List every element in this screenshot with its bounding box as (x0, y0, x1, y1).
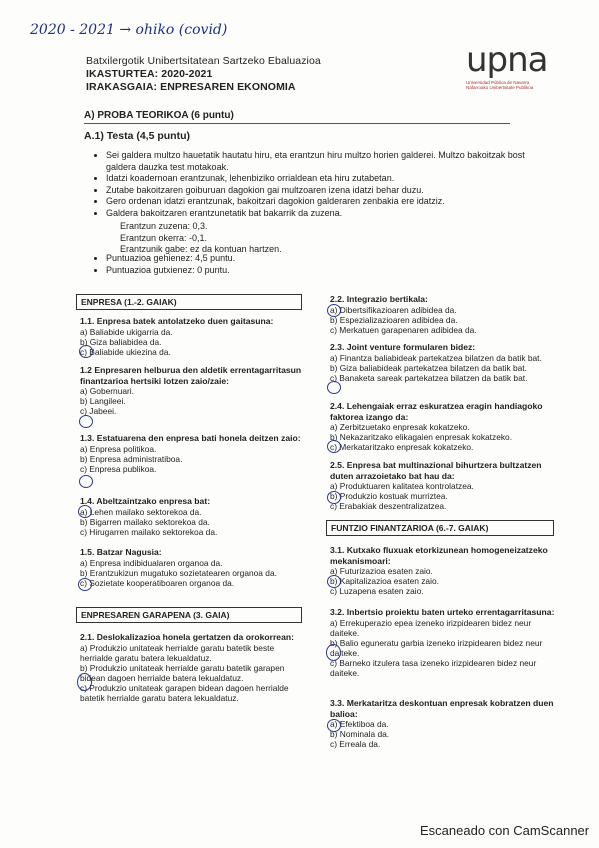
scoring-item: Erantzun zuzena: 0,3. (120, 221, 208, 231)
option-b: b) Enpresa administratiboa. (80, 453, 183, 464)
header-line-3: IRAKASGAIA: ENPRESAREN EKONOMIA (86, 81, 296, 93)
question-1-5 (80, 547, 306, 588)
option-b: b) Erantzukizun mugatuko sozietatearen organoa da. (80, 567, 277, 578)
option-c: c) Barneko itzulera tasa izeneko irizpidearen bidez neur daiteke. (330, 657, 537, 678)
header-line-2: IKASTURTEA: 2020-2021 (86, 68, 213, 80)
exam-header (86, 55, 321, 94)
logo-sub-2: Nafarroako Unibertsitate Publikoa (466, 85, 534, 90)
option-a: a) Errekuperazio epea izeneko irizpidearen bidez neur daiteke. (330, 617, 532, 638)
option-a: a) Baliabide ukigarria da. (80, 326, 173, 337)
answer-circle (77, 673, 92, 691)
section-box-enpresa: ENPRESA (1.-2. GAIAK) (76, 294, 302, 310)
question-2-4 (330, 401, 560, 452)
question-title: 3.3. Merkataritza deskontuan enpresak kobratzen duen balioa: (330, 698, 554, 719)
option-b: b) Produkzio unitateak herrialde garatu batetik garapen bidean dagoen herrialde batera lekualdatuz. (80, 662, 285, 683)
answer-circle (79, 475, 93, 488)
question-title: 1.5. Batzar Nagusia: (80, 547, 162, 557)
question-title: 3.2. Inbertsio proiektu baten urteko errentagarritasuna: (330, 607, 555, 617)
option-c: c) Erabakiak deszentralizatzea. (330, 501, 447, 511)
option-c: c) Baliabide ukiezina da. (80, 346, 171, 357)
option-a: a) Enpresa politikoa. (80, 443, 157, 454)
option-b: b) Espezializazioaren adibidea da. (330, 314, 458, 325)
answer-circle (79, 345, 93, 358)
instruction-item: • Sei galdera multzo hauetatik hautatu hiru, eta erantzun hiru multzo horien galderei. Multzo bakoitzak bost galdera dauzka test motakoak. (106, 150, 536, 173)
option-a: a) Dibertsifikazioaren adibidea da. (330, 304, 457, 315)
option-a: a) Efektiboa da. (330, 719, 389, 729)
instructions-list (88, 150, 536, 219)
question-title: 1.3. Estatuarena den enpresa bati honela deitzen zaio: (80, 433, 301, 443)
logo-sub-1: Universidad Pública de Navarra (466, 80, 530, 85)
option-c: c) Sozietate kooperatiboaren organoa da. (80, 577, 235, 588)
answer-circle (79, 415, 93, 428)
question-2-3 (330, 342, 560, 383)
option-c: c) Luzapena esaten zaio. (330, 586, 424, 596)
question-1-2 (80, 365, 306, 416)
scoring-item: Erantzunik gabe: ez da kontuan hartzen. (120, 244, 282, 254)
question-2-1 (80, 632, 306, 703)
option-b: b) Produkzio kostuak murriztea. (330, 491, 448, 501)
option-b: b) Nekazaritzako elikagaien enpresak kokatzeko. (330, 432, 513, 442)
question-title: 1.4. Abeltzaintzako enpresa bat: (80, 496, 211, 506)
option-b: b) Langileei. (80, 396, 126, 406)
option-c: c) Merkataritzako enpresak kokatzeko. (330, 442, 474, 452)
header-line-1: Batxilergotik Unibertsitatean Sartzeko Ebaluazioa (86, 55, 321, 67)
answer-circle (327, 491, 341, 504)
scoring-list (120, 221, 282, 256)
question-title: 1.1. Enpresa batek antolatzeko duen gaitasuna: (80, 316, 274, 326)
question-title: 2.5. Enpresa bat multinazional bihurtzera bultzatzen duten arrazoietako bat hau da: (330, 460, 542, 481)
question-1-1 (80, 316, 306, 357)
scanner-watermark: Escaneado con CamScanner (420, 823, 590, 838)
section-a1-title: A.1) Testa (4,5 puntu) (84, 130, 190, 142)
answer-circle (78, 505, 92, 518)
instruction-item: • Idatzi koadernoan erantzunak, lehenbiziko orrialdean eta hiru zutabetan. (106, 173, 536, 185)
instruction-item: • Galdera bakoitzaren erantzunetatik bat bakarrik da zuzena. (106, 208, 536, 220)
answer-circle (327, 381, 341, 394)
answer-circle (327, 440, 341, 453)
question-3-1 (330, 545, 560, 596)
points-item: • Puntuazioa gehienez: 4,5 puntu. (106, 253, 506, 265)
option-a: a) Zerbitzuetako enpresak kokatzeko. (330, 422, 470, 432)
handwritten-note: 2020 - 2021 → ohiko (covid) (30, 22, 228, 38)
option-a: a) Enpresa indibidualaren organoa da. (80, 557, 223, 568)
option-b: b) Bigarren mailako sektorekoa da. (80, 516, 210, 527)
section-box-garapena: ENPRESAREN GARAPENA (3. GAIA) (76, 607, 302, 623)
instruction-item: • Gero ordenan idatzi erantzunak, bakoitzari dagokion galderaren zenbakia ere idatziz. (106, 196, 536, 208)
question-title: 3.1. Kutxako fluxuak etorkizunean homogeneizatzeko mekanismoari: (330, 545, 548, 566)
answer-circle (327, 575, 341, 588)
option-c: c) Banaketa sareak partekatzea bilatzen da batik bat. (330, 372, 528, 383)
question-title: 2.4. Lehengaiak erraz eskuratzea eragin handiagoko faktorea izango da: (330, 401, 543, 422)
section-a-title: A) PROBA TEORIKOA (6 puntu) (84, 110, 234, 121)
option-c: c) Hirugarren mailako sektorekoa da. (80, 526, 218, 537)
option-b: b) Nominala da. (330, 729, 390, 739)
scoring-item: Erantzun okerra: -0,1. (120, 232, 208, 243)
option-b: b) Giza baliabideak partekatzea bilatzen da batik bat. (330, 362, 527, 373)
option-c: c) Enpresa publikoa. (80, 463, 157, 474)
question-3-3 (330, 698, 560, 749)
question-1-4 (80, 496, 306, 537)
option-b: b) Kapitalizazioa esaten zaio. (330, 576, 439, 586)
points-item: • Puntuazioa gutxienez: 0 puntu. (106, 265, 506, 277)
question-3-2 (330, 607, 560, 678)
answer-circle (327, 719, 341, 732)
question-title: 2.1. Deslokalizazioa honela gertatzen da orokorrean: (80, 632, 294, 642)
question-title: 2.2. Integrazio bertikala: (330, 294, 428, 304)
option-c: c) Merkatuen garapenaren adibidea da. (330, 324, 477, 335)
question-2-5 (330, 460, 560, 511)
upna-logo (466, 40, 576, 90)
option-a: a) Lehen mailako sektorekoa da. (80, 506, 202, 517)
option-a: a) Gobernuari. (80, 386, 134, 396)
points-list (88, 253, 506, 276)
option-c: c) Errealа da. (330, 739, 381, 749)
option-a: a) Produktuaren kalitatea kontrolatzea. (330, 481, 474, 491)
section-divider (84, 123, 510, 124)
question-title: 1.2 Enpresaren helburua den aldetik errentagarritasun finantzarioa hertsiki lotzen zaio/zaie: (80, 365, 302, 386)
answer-circle (326, 644, 341, 661)
option-b: b) Giza baliabidea da. (80, 336, 162, 347)
answer-circle (78, 578, 92, 591)
question-title: 2.3. Joint venture formularen bidez: (330, 342, 476, 352)
option-a: a) Futurizazioa esaten zaio. (330, 566, 433, 576)
option-c: c) Jabeei. (80, 406, 117, 416)
option-b: b) Balio eguneratu garbia izeneko irizpidearen bidez neur daiteke. (330, 637, 543, 658)
option-a: a) Produkzio unitateak herrialde garatu batetik beste herrialde garatu batera lekualdatuz. (80, 642, 275, 663)
option-a: a) Finantza baliabideak partekatzea bilatzen da batik bat. (330, 352, 542, 363)
option-c: c) Produkzio unitateak garapen bidean dagoen herrialde batetik herrialde garatu batera lekualdatuz. (80, 682, 289, 703)
answer-circle (327, 304, 341, 317)
section-box-funtzio: FUNTZIO FINANTZARIOA (6.-7. GAIAK) (326, 520, 554, 536)
logo-text: upna (466, 40, 548, 80)
question-1-3 (80, 433, 306, 474)
instruction-item: • Zutabe bakoitzaren goiburuan dagokion gai multzoaren izena idatzi behar duzu. (106, 185, 536, 197)
question-2-2 (330, 294, 560, 335)
